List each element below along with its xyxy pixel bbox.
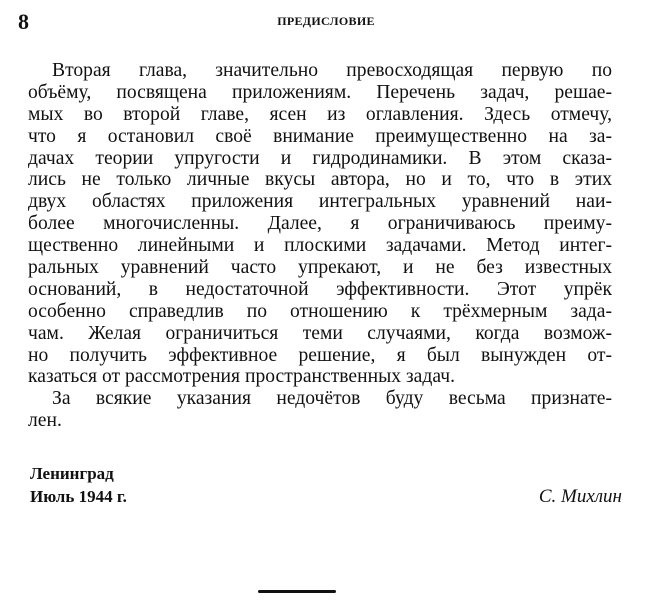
paragraph — [28, 388, 612, 432]
text-line: щественно линейными и плоскими задачами. Метод интег- — [28, 235, 612, 257]
text-line: ральных уравнений часто упрекают, и не без известных — [28, 257, 612, 279]
text-line: казаться от рассмотрения пространственных задач. — [28, 366, 455, 388]
running-head: ПРЕДИСЛОВИЕ — [277, 14, 375, 28]
text-line: дачах теории упругости и гидродинамики. В этом сказа- — [28, 147, 612, 169]
text-line: особенно справедлив по отношению к трёхмерным зада- — [28, 300, 612, 322]
signature-date: Июль 1944 г. — [30, 487, 127, 506]
paragraph — [28, 60, 612, 388]
text-line: что я остановил своё внимание преимущественно на за- — [28, 125, 612, 147]
text-line: За всякие указания недочётов буду весьма признате- — [52, 388, 612, 410]
text-line: чам. Желая ограничиться теми случаями, когда возмож- — [28, 322, 612, 344]
text-line: мых во второй главе, ясен из оглавления. Здесь отмечу, — [28, 103, 612, 125]
page-number: 8 — [18, 9, 29, 34]
signature-place: Ленинград — [30, 464, 114, 483]
signature-author: С. Михлин — [538, 486, 622, 507]
text-line: лись не только личные вкусы автора, но и то, что в этих — [28, 169, 612, 191]
text-line: оснований, в недостаточной эффективности. Этот упрёк — [28, 278, 612, 300]
text-line: объёму, посвящена приложениям. Перечень задач, решае- — [28, 81, 612, 103]
end-rule-divider — [258, 590, 336, 593]
text-line: более многочисленны. Далее, я ограничиваюсь преиму- — [28, 213, 612, 235]
text-line: Вторая глава, значительно превосходящая первую по — [52, 60, 612, 81]
text-line: лен. — [28, 410, 62, 432]
text-line: двух областях приложения интегральных уравнений наи- — [28, 191, 612, 213]
preface-body — [28, 60, 612, 432]
text-line: но получить эффективное решение, я был вынужден от- — [28, 344, 612, 366]
